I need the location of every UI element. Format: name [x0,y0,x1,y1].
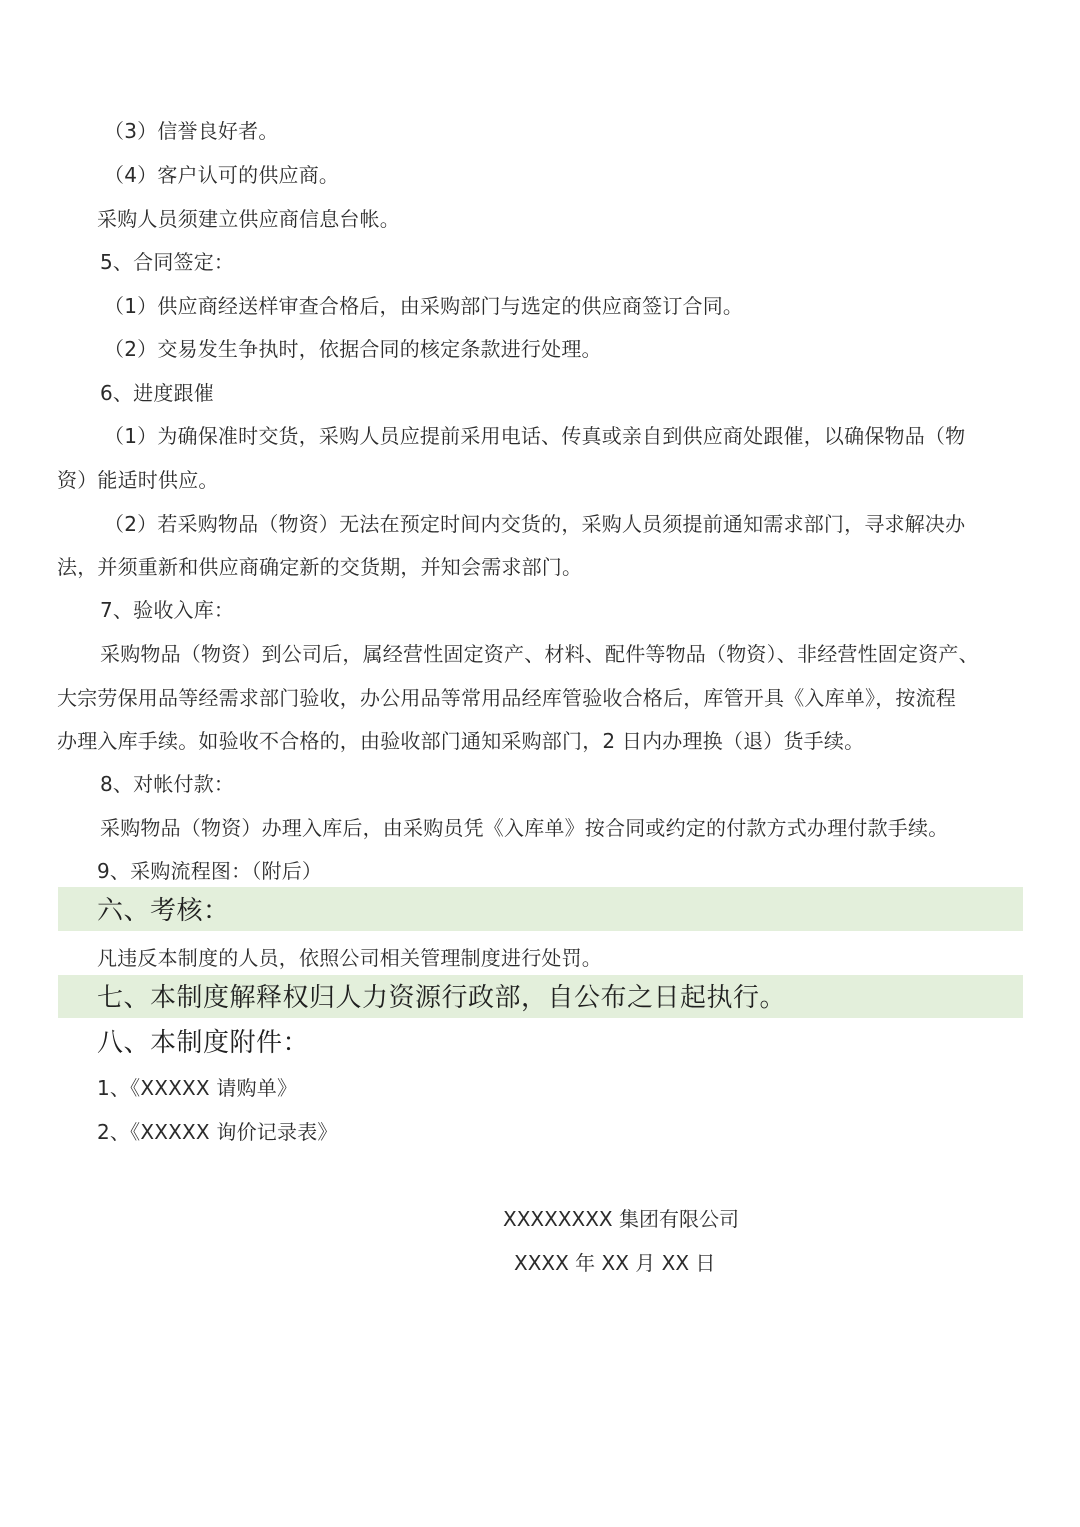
section-8-heading: 八、本制度附件： [97,1028,310,1058]
signature-company: XXXXXXXX 集团有限公司 [503,1207,739,1231]
progress-item-2-line-2: 法，并须重新和供应商确定新的交货期，并知会需求部门。 [57,555,583,579]
receiving-text-line-3: 办理入库手续。如验收不合格的，由验收部门通知采购部门，2 日内办理换（退）货手续。 [57,729,865,753]
progress-heading: 6、进度跟催 [100,381,214,405]
progress-item-1-line-1: （1）为确保准时交货，采购人员应提前采用电话、传真或亲自到供应商处跟催，以确保物品（物 [104,424,966,448]
payment-text: 采购物品（物资）办理入库后，由采购员凭《入库单》按合同或约定的付款方式办理付款手续。 [100,816,949,840]
attachment-2: 2、《XXXXX 询价记录表》 [97,1120,338,1144]
flowchart-note: 9、采购流程图：（附后） [97,859,323,883]
contract-item-1: （1）供应商经送样审查合格后，由采购部门与选定的供应商签订合同。 [104,294,744,318]
signature-date: XXXX 年 XX 月 XX 日 [514,1251,716,1275]
attachment-1: 1、《XXXXX 请购单》 [97,1076,298,1100]
progress-item-2-line-1: （2）若采购物品（物资）无法在预定时间内交货的，采购人员须提前通知需求部门，寻求解决办 [104,512,966,536]
supplier-criteria-3: （3）信誉良好者。 [104,119,279,143]
section-6-heading: 六、考核： [97,896,230,926]
progress-item-1-line-2: 资）能适时供应。 [57,468,219,492]
receiving-text-line-2: 大宗劳保用品等经需求部门验收，办公用品等常用品经库管验收合格后，库管开具《入库单》，按流程 [57,686,956,710]
receiving-text-line-1: 采购物品（物资）到公司后，属经营性固定资产、材料、配件等物品（物资）、非经营性固定资产、 [100,642,979,666]
contract-item-2: （2）交易发生争执时，依据合同的核定条款进行处理。 [104,337,602,361]
receiving-heading: 7、验收入库： [100,598,235,622]
supplier-criteria-4: （4）客户认可的供应商。 [104,163,340,187]
supplier-ledger-text: 采购人员须建立供应商信息台帐。 [97,207,400,231]
contract-heading: 5、合同签定： [100,250,235,274]
payment-heading: 8、对帐付款： [100,772,235,796]
section-7-heading: 七、本制度解释权归人力资源行政部，自公布之日起执行。 [97,983,787,1013]
section-6-text: 凡违反本制度的人员，依照公司相关管理制度进行处罚。 [97,946,602,970]
